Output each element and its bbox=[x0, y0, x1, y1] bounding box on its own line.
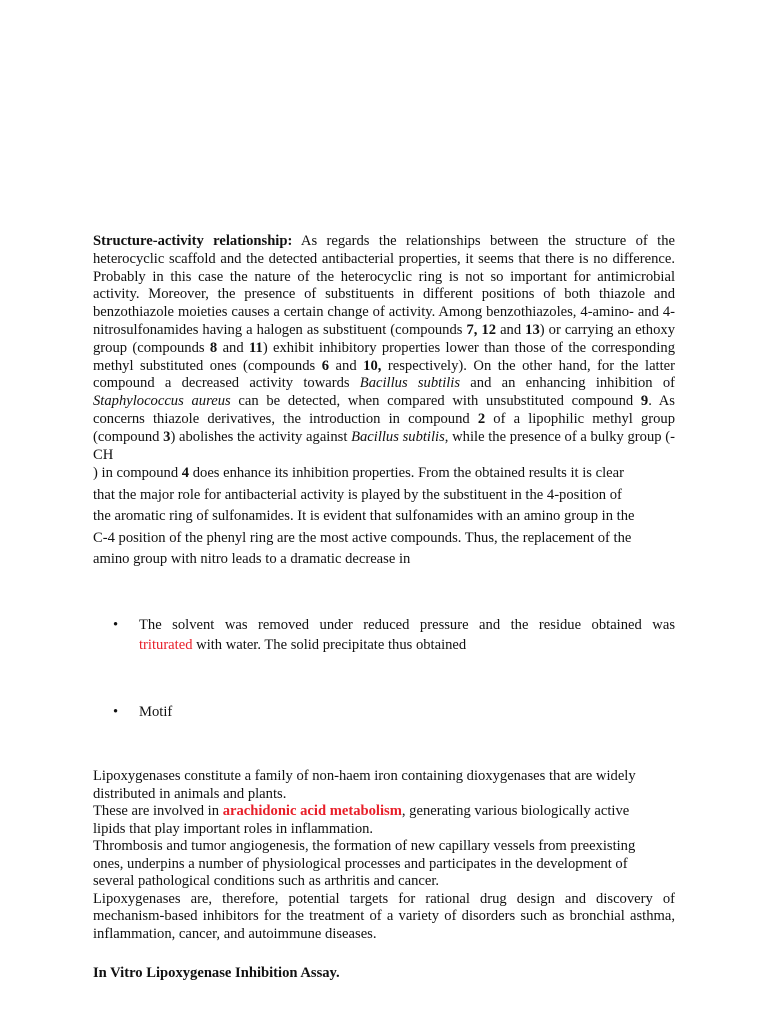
sar-text: does enhance its inhibition properties. From the obtained results it is clear bbox=[189, 465, 624, 481]
lox-text: , generating various biologically active bbox=[401, 803, 630, 819]
compound-ref: 11 bbox=[249, 339, 263, 356]
species-name: Bacillus subtilis bbox=[359, 375, 461, 392]
sar-text: and bbox=[217, 339, 250, 356]
lox-line: Thrombosis and tumor angiogenesis, the formation of new capillary vessels from preexisting bbox=[93, 838, 636, 854]
sar-continuation bbox=[93, 463, 675, 571]
lox-line: lipids that play important roles in inflammation. bbox=[93, 820, 374, 837]
sar-text: and bbox=[329, 357, 364, 374]
compound-ref: 2 bbox=[477, 410, 486, 427]
highlight-red-bold: arachidonic acid metabolism bbox=[222, 803, 402, 819]
sar-text: can be detected, when compared with unsubstituted compound bbox=[230, 393, 641, 410]
lox-text: These are involved in bbox=[93, 803, 223, 819]
sar-line: the aromatic ring of sulfonamides. It is evident that sulfonamides with an amino group in the bbox=[93, 508, 635, 524]
bullet-text bbox=[139, 615, 675, 655]
sar-line: amino group with nitro leads to a dramatic decrease in bbox=[93, 551, 411, 567]
sar-heading: Structure-activity relationship: bbox=[93, 233, 293, 249]
sar-text: and bbox=[496, 321, 526, 338]
sar-text: ) exhibit inhibitory properties lower than those of the corresponding methyl substituted ones (compounds bbox=[93, 339, 675, 374]
sar-text: of a lipophilic methyl group (compound bbox=[93, 410, 675, 445]
bullet-item bbox=[113, 615, 675, 655]
bullet-text-part: with water. The solid precipitate thus obtained bbox=[192, 637, 467, 653]
bullet-item bbox=[113, 702, 675, 722]
bullet-line bbox=[139, 635, 675, 655]
bullet-symbol: • bbox=[113, 617, 119, 633]
sar-line bbox=[93, 463, 675, 485]
compound-ref: 9 bbox=[640, 393, 649, 410]
sar-text: As regards the relationships between the structure of the heterocyclic scaffold and the detected antibacterial properties, it seems that there is no difference. Probably in this case the nature of the heterocyclic ring is not so important for antimicrobial activity. Moreover, the presence of substituents in different positions of both thiazole and benzothiazole moieties causes a certain change of activity. Among benzothiazoles, 4-amino- and 4-nitrosulfonamides having a halogen as substituent (compounds bbox=[93, 233, 675, 338]
bullet-symbol: • bbox=[113, 704, 119, 720]
lipoxygenase-section bbox=[93, 768, 675, 943]
sar-text: respectively). On the other hand, for the latter compound a decreased activity towards bbox=[93, 357, 675, 392]
compound-ref: 10, bbox=[363, 357, 382, 374]
compound-ref: 13 bbox=[525, 321, 540, 338]
highlight-red: triturated bbox=[139, 637, 193, 653]
compound-ref: 7, 12 bbox=[466, 321, 497, 338]
sar-text: ) abolishes the activity against bbox=[170, 428, 352, 445]
species-name: Bacillus subtilis bbox=[351, 428, 445, 445]
lox-line: distributed in animals and plants. bbox=[93, 785, 287, 802]
sar-text: . As concerns thiazole derivatives, the introduction in compound bbox=[93, 393, 675, 427]
lox-line bbox=[93, 803, 675, 821]
sar-text: ) or carrying an ethoxy group (compounds bbox=[93, 321, 675, 356]
lox-line: ones, underpins a number of physiological processes and participates in the development of bbox=[93, 855, 628, 872]
assay-heading: In Vitro Lipoxygenase Inhibition Assay. bbox=[93, 965, 340, 981]
sar-line: C-4 position of the phenyl ring are the most active compounds. Thus, the replacement of the bbox=[93, 529, 632, 546]
lox-line: several pathological conditions such as arthritis and cancer. bbox=[93, 873, 440, 889]
sar-line: that the major role for antibacterial activity is played by the substituent in the 4-position of bbox=[93, 486, 622, 503]
sar-paragraph bbox=[93, 233, 675, 464]
sar-text: ) in compound bbox=[93, 465, 182, 481]
lox-paragraph: Lipoxygenases are, therefore, potential targets for rational drug design and discovery of mechanism-based inhibitors for the treatment of a variety of disorders such as bronchial asthma, inflammation, cancer, and autoimmune diseases. bbox=[93, 890, 675, 942]
compound-ref: 8 bbox=[209, 339, 218, 356]
compound-ref: 6 bbox=[321, 357, 330, 374]
bullet-text: Motif bbox=[139, 704, 173, 720]
compound-ref: 3 bbox=[163, 428, 171, 445]
sar-text: , while the presence of a bulky group (-CH bbox=[93, 428, 675, 463]
sar-text: and an enhancing inhibition of bbox=[460, 375, 675, 392]
species-name: Staphylococcus aureus bbox=[93, 393, 231, 410]
bullet-line: The solvent was removed under reduced pressure and the residue obtained was bbox=[139, 617, 675, 633]
compound-ref: 4 bbox=[181, 465, 190, 481]
lox-line: Lipoxygenases constitute a family of non-haem iron containing dioxygenases that are widely bbox=[93, 768, 636, 784]
